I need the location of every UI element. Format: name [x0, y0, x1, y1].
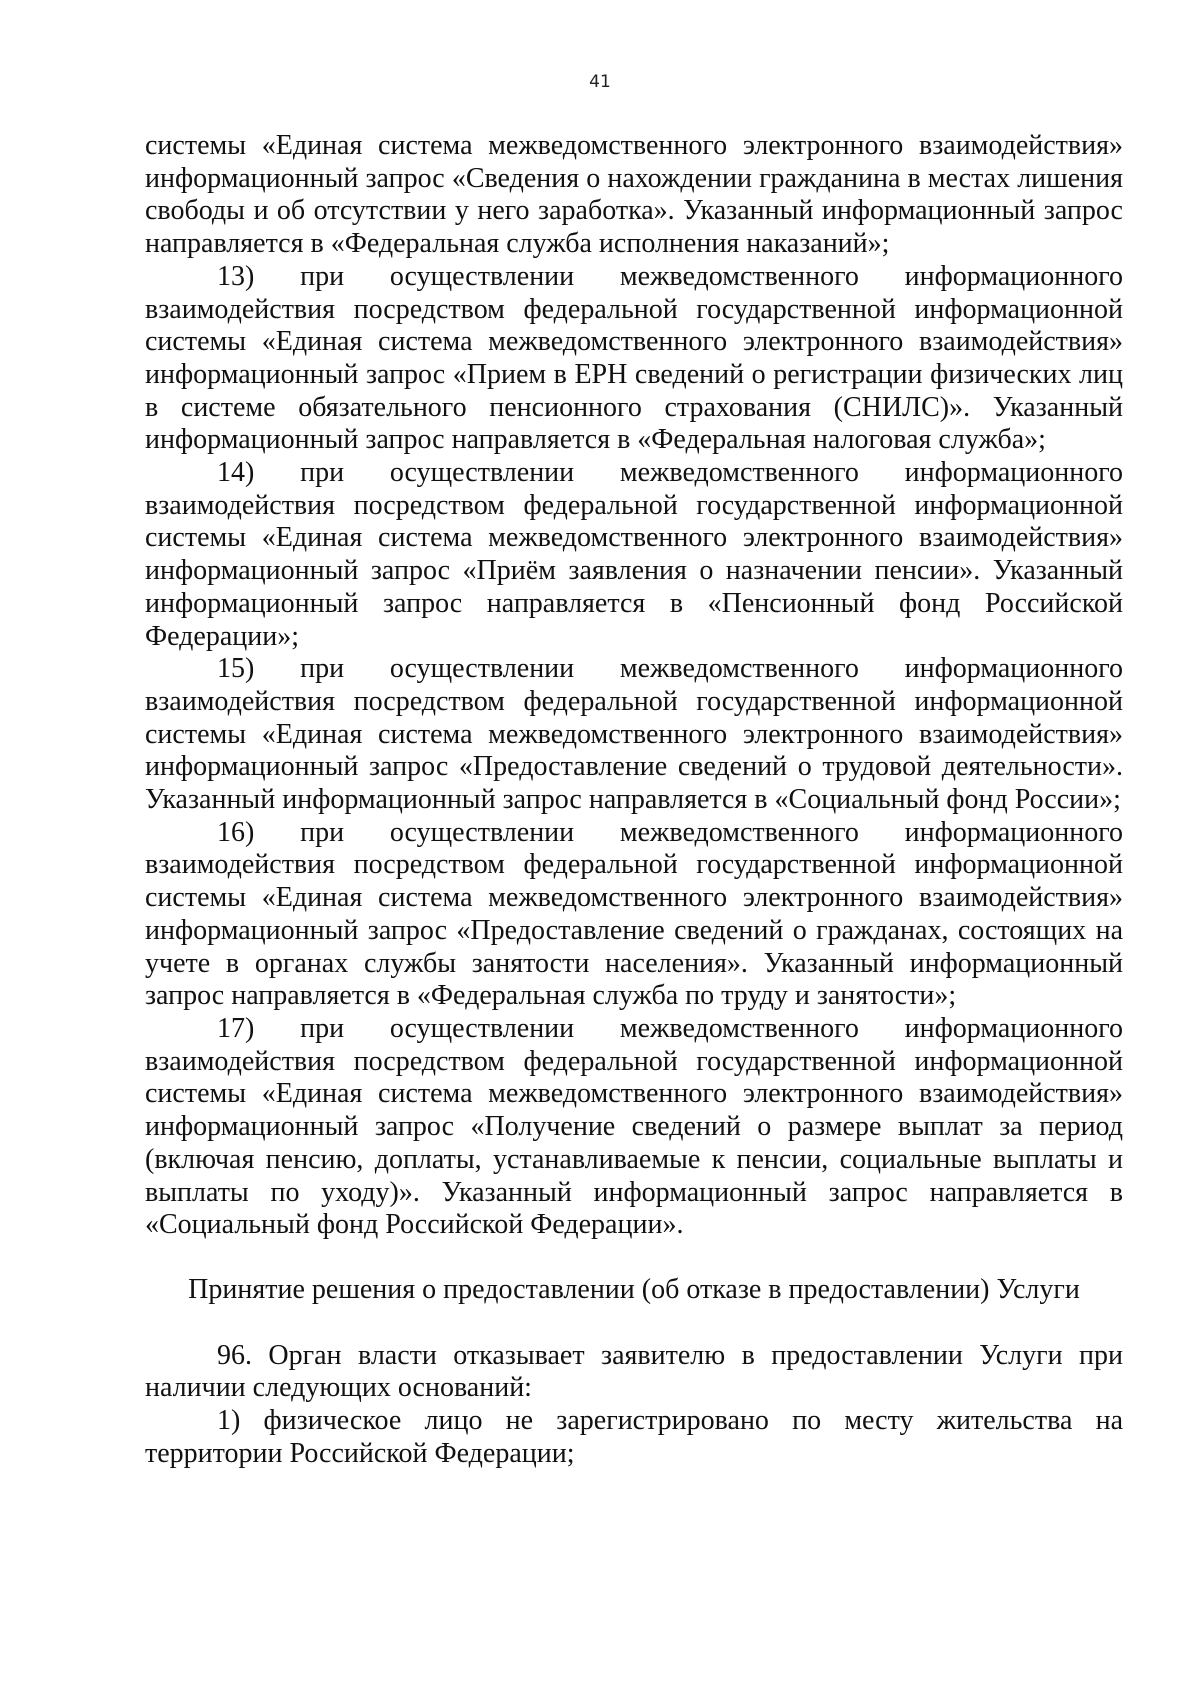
- paragraph-96: 96. Орган власти отказывает заявителю в предоставлении Услуги при наличии следующих оснований:: [145, 1339, 1123, 1404]
- paragraph-continuation: системы «Единая система межведомственного электронного взаимодействия» информационный запрос «Сведения о нахождении гражданина в местах лишения свободы и об отсутствии у него заработка». Указанный информационный запрос направляется в «Федеральная служба исполнения наказаний»;: [145, 130, 1123, 260]
- section-heading: Принятие решения о предоставлении (об отказе в предоставлении) Услуги: [188, 1273, 1080, 1305]
- paragraph-item-13: 13) при осуществлении межведомственного информационного взаимодействия посредством федеральной государственной информационной системы «Единая система межведомственного электронного взаимодействия» информационный запрос «Прием в ЕРН сведений о регистрации физических лиц в системе обязательного пенсионного страхования (СНИЛС)». Указанный информационный запрос направляется в «Федеральная налоговая служба»;: [145, 260, 1123, 456]
- document-body: [145, 130, 1123, 1470]
- paragraph-item-15: 15) при осуществлении межведомственного информационного взаимодействия посредством федеральной государственной информационной системы «Единая система межведомственного электронного взаимодействия» информационный запрос «Предоставление сведений о трудовой деятельности». Указанный информационный запрос направляется в «Социальный фонд России»;: [145, 653, 1123, 816]
- paragraph-item-16: 16) при осуществлении межведомственного информационного взаимодействия посредством федеральной государственной информационной системы «Единая система межведомственного электронного взаимодействия» информационный запрос «Предоставление сведений о гражданах, состоящих на учете в органах службы занятости населения». Указанный информационный запрос направляется в «Федеральная служба по труду и занятости»;: [145, 816, 1123, 1012]
- paragraph-item-14: 14) при осуществлении межведомственного информационного взаимодействия посредством федеральной государственной информационной системы «Единая система межведомственного электронного взаимодействия» информационный запрос «Приём заявления о назначении пенсии». Указанный информационный запрос направляется в «Пенсионный фонд Российской Федерации»;: [145, 457, 1123, 652]
- paragraph-96-item-1: 1) физическое лицо не зарегистрировано по месту жительства на территории Российской Федерации;: [145, 1405, 1123, 1469]
- page-number: 41: [589, 72, 611, 92]
- paragraph-item-17: 17) при осуществлении межведомственного информационного взаимодействия посредством федеральной государственной информационной системы «Единая система межведомственного электронного взаимодействия» информационный запрос «Получение сведений о размере выплат за период (включая пенсию, доплаты, устанавливаемые к пенсии, социальные выплаты и выплаты по уходу)». Указанный информационный запрос направляется в «Социальный фонд Российской Федерации».: [145, 1012, 1123, 1241]
